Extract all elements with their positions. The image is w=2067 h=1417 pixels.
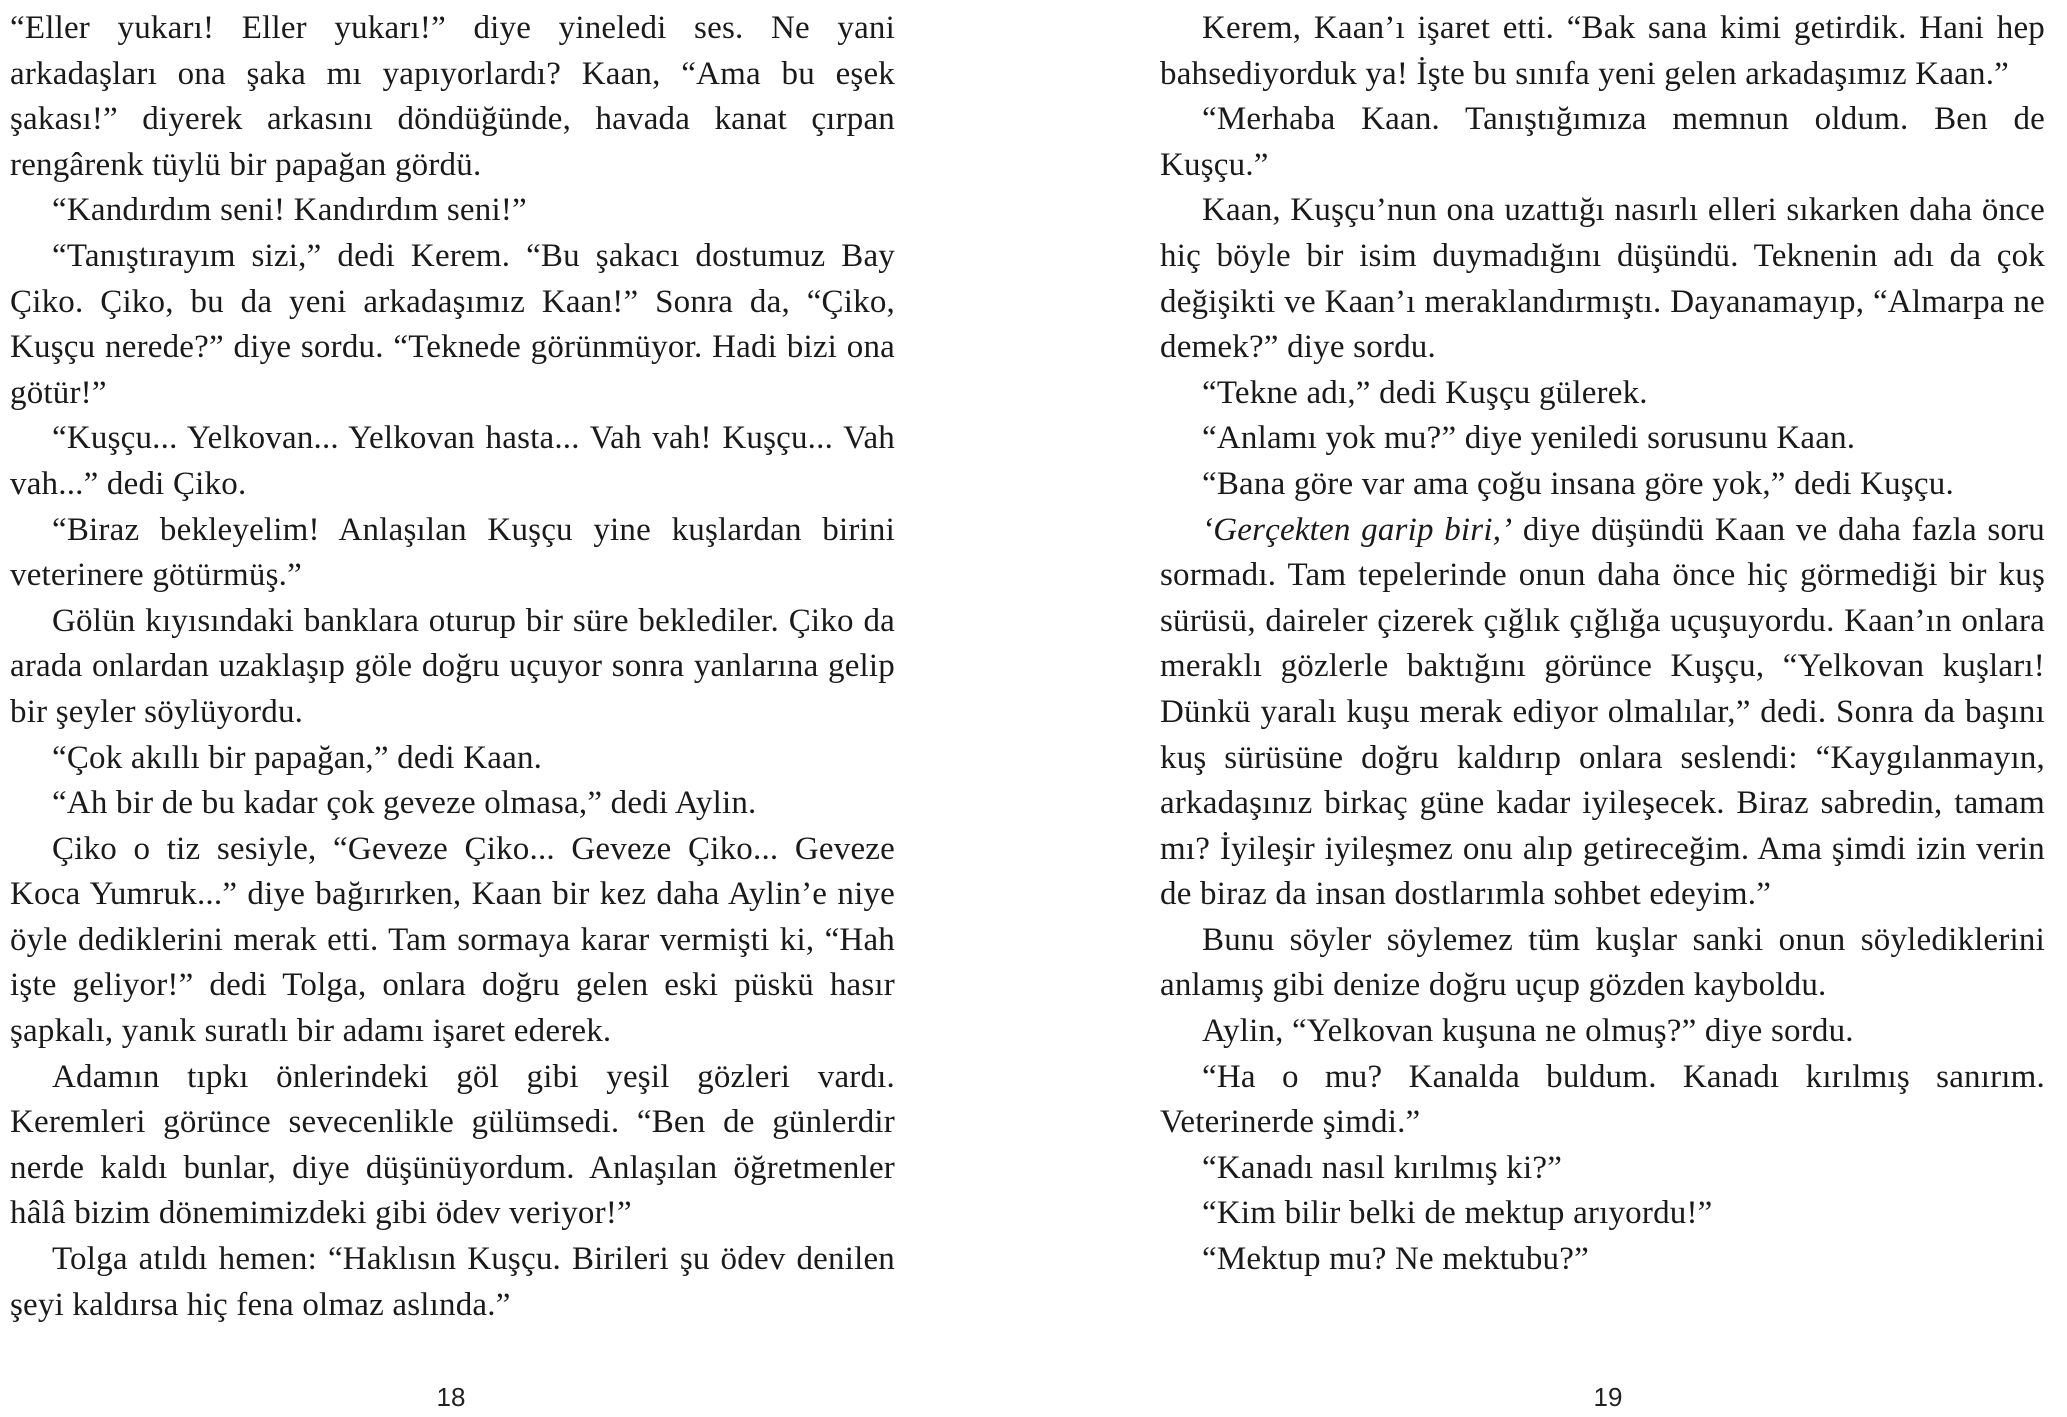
paragraph: “Kim bilir belki de mektup arıyordu!” [1202,1195,1713,1232]
paragraph-rest: diye düşündü Kaan ve daha fazla soru sormadı. Tam tepelerinde onun daha önce hiç görmediği bir kuş sürüsü, daireler çizerek çığlık çığlığa uçuşuyordu. Kaan’ın onlara meraklı gözlerle baktığını görünce Kuşçu, “Yelkovan kuşları! Dünkü yaralı kuşu merak ediyor olmalılar,” dedi. Sonra da başını kuş sürüsüne doğru kaldırıp onlara seslendi: “Kaygılanmayın, arkadaşınız birkaç güne kadar iyileşecek. Biraz sabredin, tamam mı? İyileşir iyileşmez onu alıp getireceğim. Ama şimdi izin verin de biraz da insan dostlarımla sohbet edeyim.” [1160,511,2045,913]
paragraph: “Ha o mu? Kanalda buldum. Kanadı kırılmış sanırım. Veterinerde şimdi.” [1160,1058,2045,1141]
paragraph: Aylin, “Yelkovan kuşuna ne olmuş?” diye sordu. [1202,1013,1854,1050]
paragraph: “Eller yukarı! Eller yukarı!” diye yineledi ses. Ne yani arkadaşları ona şaka mı yapıyorlardı? Kaan, “Ama bu eşek şakası!” diyerek arkasını döndüğünde, havada kanat çırpan rengârenk tüylü bir papağan gördü. [10,10,895,183]
paragraph: “Tekne adı,” dedi Kuşçu gülerek. [1202,374,1648,411]
paragraph: Tolga atıldı hemen: “Haklısın Kuşçu. Birileri şu ödev denilen şeyi kaldırsa hiç fena olmaz aslında.” [10,1241,895,1323]
paragraph: “Anlamı yok mu?” diye yeniledi sorusunu Kaan. [1202,420,1856,457]
left-page [0,0,1033,1417]
paragraph: “Mektup mu? Ne mektubu?” [1202,1241,1589,1278]
paragraph: “Bana göre var ama çoğu insana göre yok,” dedi Kuşçu. [1202,465,1954,502]
right-page-text [1160,6,2045,1283]
page-number-left: 18 [436,1382,466,1412]
left-page-text [10,6,895,1328]
paragraph: Kaan, Kuşçu’nun ona uzattığı nasırlı elleri sıkarken daha önce hiç böyle bir isim duymadığını düşündü. Teknenin adı da çok değişikti ve Kaan’ı meraklandırmıştı. Dayanamayıp, “Almarpa ne demek?” diye sordu. [1160,192,2045,366]
paragraph: Adamın tıpkı önlerindeki göl gibi yeşil gözleri vardı. Keremleri görünce sevecenlikle gülümsedi. “Ben de günlerdir nerde kaldı bunlar, diye düşünüyordum. Anlaşılan öğretmenler hâlâ bizim dönemimizdeki gibi ödev veriyor!” [10,1058,895,1232]
paragraph: Gölün kıyısındaki banklara oturup bir süre beklediler. Çiko da arada onlardan uzaklaşıp göle doğru uçuyor sonra yanlarına gelip bir şeyler söylüyordu. [10,602,895,730]
paragraph: “Merhaba Kaan. Tanıştığımıza memnun oldum. Ben de Kuşçu.” [1160,101,2045,183]
page-number-right: 19 [1593,1382,1623,1412]
paragraph: “Tanıştırayım sizi,” dedi Kerem. “Bu şakacı dostumuz Bay Çiko. Çiko, bu da yeni arkadaşımız Kaan!” Sonra da, “Çiko, Kuşçu nerede?” diye sordu. “Teknede görünmüyor. Hadi bizi ona götür!” [10,237,895,411]
paragraph: Bunu söyler söylemez tüm kuşlar sanki onun söylediklerini anlamış gibi denize doğru uçup gözden kayboldu. [1160,921,2045,1004]
paragraph: “Kanadı nasıl kırılmış ki?” [1202,1149,1563,1186]
paragraph: Kerem, Kaan’ı işaret etti. “Bak sana kimi getirdik. Hani hep bahsediyorduk ya! İşte bu sınıfa yeni gelen arkadaşımız Kaan.” [1160,10,2045,92]
paragraph: “Çok akıllı bir papağan,” dedi Kaan. [52,739,543,776]
paragraph: “Kandırdım seni! Kandırdım seni!” [52,192,527,229]
paragraph-with-italic [1160,508,2045,918]
paragraph: Çiko o tiz sesiyle, “Geveze Çiko... Geveze Çiko... Geveze Koca Yumruk...” diye bağırırken, Kaan bir kez daha Aylin’e niye öyle dediklerini merak etti. Tam sormaya karar vermişti ki, “Hah işte geliyor!” dedi Tolga, onlara doğru gelen eski püskü hasır şapkalı, yanık suratlı bir adamı işaret ederek. [10,830,895,1050]
paragraph: “Ah bir de bu kadar çok geveze olmasa,” dedi Aylin. [52,785,757,822]
italic-thought: ‘Gerçekten garip biri,’ [1202,511,1513,548]
right-page [1033,0,2067,1417]
paragraph: “Kuşçu... Yelkovan... Yelkovan hasta... Vah vah! Kuşçu... Vah vah...” dedi Çiko. [10,420,895,502]
paragraph: “Biraz bekleyelim! Anlaşılan Kuşçu yine kuşlardan birini veterinere götürmüş.” [10,511,895,594]
